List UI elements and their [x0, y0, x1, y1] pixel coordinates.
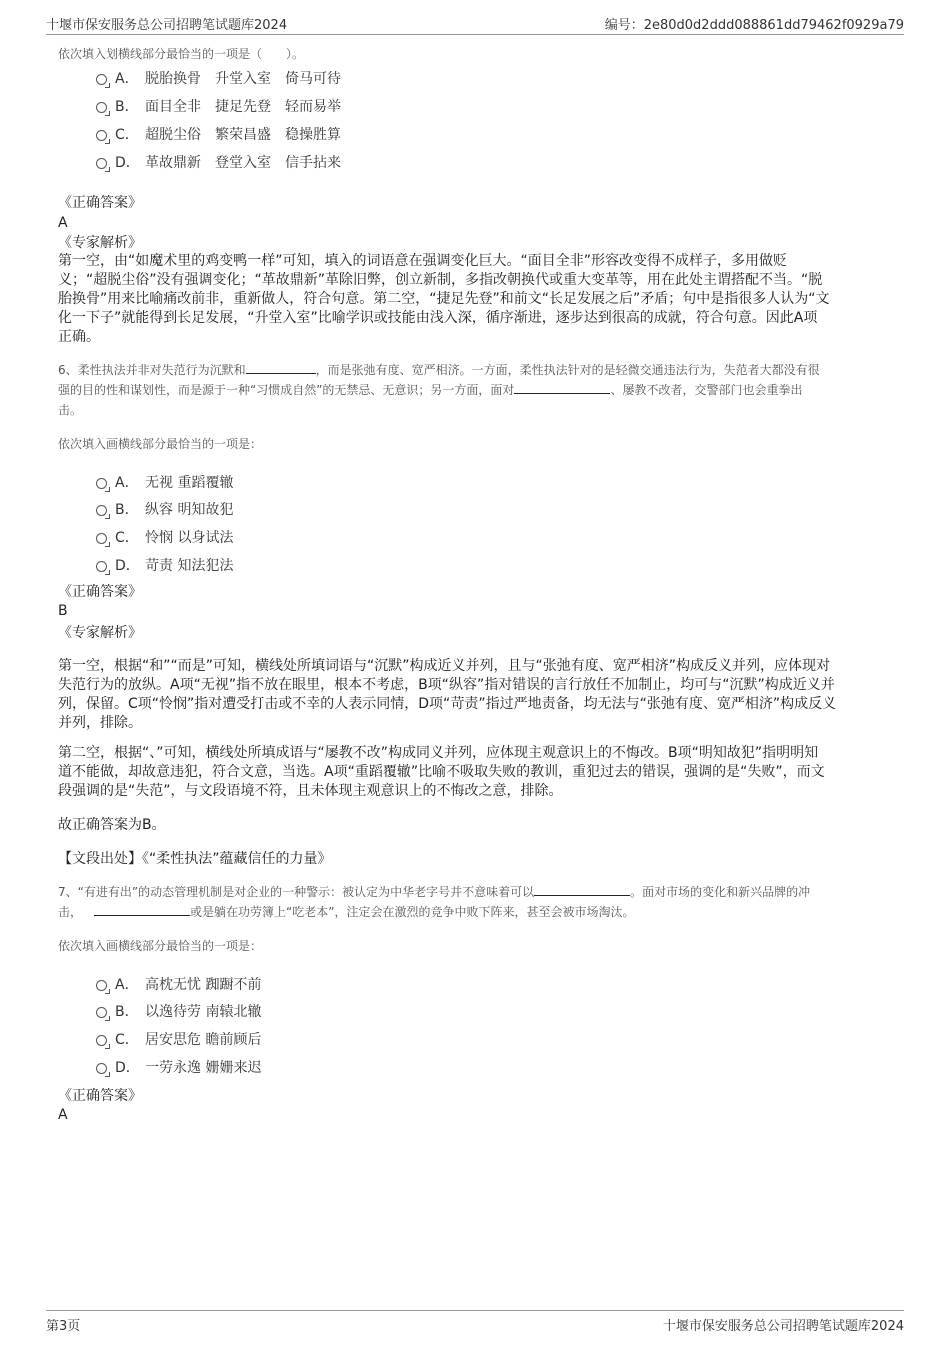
q6-analysis-para1: 第一空，根据“和”“而是”可知，横线处所填词语与“沉默”构成近义并列，且与“张弛有度、宽严相济”构成反义并列，应体现对 失范行为的放纵。A项“无视”指不放在眼里，根本不考虑，B项“纵容”指对错误的言行放任不加制止，均可与“沉默”构成近义并 列，保留。C项“怜悯”指对遭受打击或不幸的人表示同情，D项“苛责”指过严地责备，均无法与“张弛有度、宽严相济”构成反义 并列，排除。 — [58, 658, 837, 731]
radio-icon[interactable] — [96, 1035, 107, 1046]
radio-icon[interactable] — [96, 102, 107, 113]
q6-source: 【文段出处】《“柔性执法”蕴藏信任的力量》 — [58, 851, 332, 867]
radio-icon[interactable] — [96, 158, 107, 169]
radio-icon[interactable] — [96, 130, 107, 141]
q7-answer-title: 《正确答案》 — [58, 1088, 142, 1104]
radio-icon[interactable] — [96, 561, 107, 572]
q6-option-d[interactable]: D． 苛责 知法犯法 — [96, 555, 233, 575]
q5-prompt: 依次填入划横线部分最恰当的一项是（ ）。 — [58, 47, 305, 61]
q7-option-a[interactable]: A． 高枕无忧 踟蹰不前 — [96, 974, 261, 994]
page-header — [46, 12, 904, 35]
q7-option-b[interactable]: B． 以逸待劳 南辕北辙 — [96, 1001, 261, 1021]
page-footer — [46, 1310, 904, 1333]
radio-icon[interactable] — [96, 478, 107, 489]
fill-blank — [94, 902, 190, 916]
q7-answer: A — [58, 1107, 68, 1123]
q7-option-c[interactable]: C． 居安思危 瞻前顾后 — [96, 1029, 261, 1049]
q5-answer: A — [58, 215, 68, 231]
footer-title: 十堰市保安服务总公司招聘笔试题库2024 — [662, 1319, 904, 1334]
q5-analysis: 第一空，由“如魔术里的鸡变鸭一样”可知，填入的词语意在强调变化巨大。“面目全非”形容改变得不成样子，多用做贬 义；“超脱尘俗”没有强调变化；“革故鼎新”革除旧弊，创立新制，多指改朝换代或重大变革等，用在此处主谓搭配不当。“脱 胎换骨”用来比喻痛改前非，重新做人，符合句意。第二空，“捷足先登”和前文“长足发展之后”矛盾；句中是指很多人认为“文 化一下子”就能得到长足发展，“升堂入室”比喻学识或技能由浅入深，循序渐进，逐步达到很高的成就，符合句意。因此A项 正确。 — [58, 253, 830, 345]
q5-option-b[interactable]: B． 面目全非 捷足先登 轻而易举 — [96, 96, 341, 116]
q6-answer-title: 《正确答案》 — [58, 584, 142, 600]
radio-icon[interactable] — [96, 74, 107, 85]
q5-option-d[interactable]: D． 革故鼎新 登堂入室 信手拈来 — [96, 152, 341, 172]
document-code: 编号：2e80d0d2ddd088861dd79462f0929a79 — [604, 18, 904, 33]
q6-stem: 6、柔性执法并非对失范行为沉默和 ，而是张弛有度、宽严相济。一方面，柔性执法针对的是轻微交通违法行为，失范者大都没有很 强的目的性和谋划性，而是源于一种“习惯成自然”的无禁忌、无意识；另一方面，面对 、屡教不改者，交警部门也会重拳出 击。 — [58, 360, 898, 420]
q6-answer: B — [58, 603, 68, 619]
fill-blank — [246, 360, 316, 374]
radio-icon[interactable] — [96, 1063, 107, 1074]
radio-icon[interactable] — [96, 1007, 107, 1018]
q6-conclusion: 故正确答案为B。 — [58, 817, 166, 833]
radio-icon[interactable] — [96, 505, 107, 516]
q5-analysis-title: 《专家解析》 — [58, 235, 142, 251]
q7-option-d[interactable]: D． 一劳永逸 姗姗来迟 — [96, 1057, 261, 1077]
page-number: 第3页 — [46, 1319, 81, 1334]
header-title: 十堰市保安服务总公司招聘笔试题库2024 — [46, 18, 288, 33]
radio-icon[interactable] — [96, 980, 107, 991]
q6-analysis-para2: 第二空，根据“、”可知，横线处所填成语与“屡教不改”构成同义并列，应体现主观意识上的不悔改。B项“明知故犯”指明明知 道不能做，却故意违犯，符合文意，当选。A项“重蹈覆辙”比喻不吸取失败的教训，重犯过去的错误，强调的是“失败”，而文 段强调的是“失范”，与文段语境不符，且未体现主观意识上的不悔改之意，排除。 — [58, 745, 825, 799]
q5-option-a[interactable]: A． 脱胎换骨 升堂入室 倚马可待 — [96, 68, 341, 88]
q5-option-c[interactable]: C． 超脱尘俗 繁荣昌盛 稳操胜算 — [96, 124, 341, 144]
q6-option-c[interactable]: C． 怜悯 以身试法 — [96, 527, 233, 547]
q6-prompt: 依次填入画横线部分最恰当的一项是： — [58, 437, 263, 451]
q7-prompt: 依次填入画横线部分最恰当的一项是： — [58, 939, 263, 953]
q6-analysis-title: 《专家解析》 — [58, 625, 142, 641]
q6-option-b[interactable]: B． 纵容 明知故犯 — [96, 499, 233, 519]
fill-blank — [514, 380, 610, 394]
q7-stem: 7、“有进有出”的动态管理机制是对企业的一种警示：被认定为中华老字号并不意味着可以 。面对市场的变化和新兴品牌的冲 击， 或是躺在功劳簿上“吃老本”，注定会在激烈的竞争中败下阵来，甚至会被市场淘汰。 — [58, 882, 898, 922]
q5-answer-title: 《正确答案》 — [58, 195, 142, 211]
fill-blank — [534, 882, 630, 896]
radio-icon[interactable] — [96, 533, 107, 544]
q6-option-a[interactable]: A． 无视 重蹈覆辙 — [96, 472, 233, 492]
